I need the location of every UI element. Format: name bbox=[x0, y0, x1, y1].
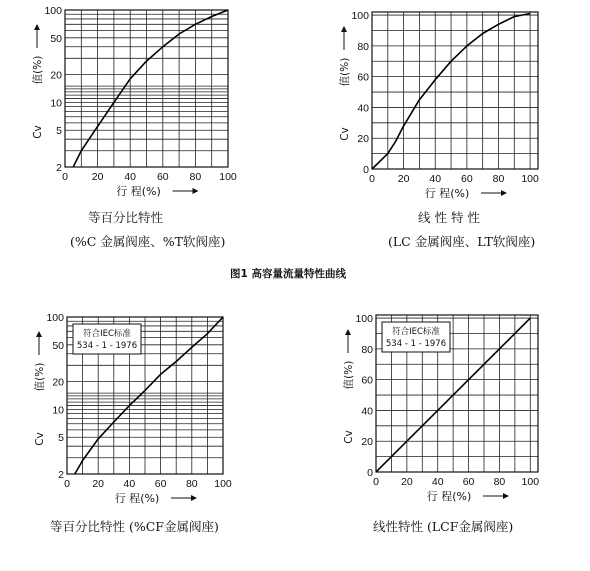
y-tick-label: 20 bbox=[361, 436, 373, 449]
x-tick-label: 40 bbox=[429, 173, 442, 185]
x-axis-label: 行 程(%) bbox=[116, 185, 161, 198]
iec-note-line: 534 - 1 - 1976 bbox=[385, 339, 447, 349]
y-tick-label: 2 bbox=[56, 162, 62, 174]
y-tick-label: 50 bbox=[52, 339, 64, 352]
y-tick-label: 20 bbox=[52, 376, 64, 389]
y-tick-label: 2 bbox=[58, 469, 64, 481]
plot-frame bbox=[372, 12, 538, 169]
y-tick-label: 50 bbox=[50, 32, 62, 45]
x-axis-arrowhead bbox=[501, 190, 507, 196]
y-tick-label: 60 bbox=[361, 374, 373, 387]
y-tick-label: 20 bbox=[50, 69, 62, 82]
iec-note-line: 符合IEC标准 bbox=[392, 327, 440, 337]
y-tick-label: 100 bbox=[46, 312, 64, 324]
y-axis-arrowhead bbox=[341, 26, 347, 32]
x-tick-label: 0 bbox=[369, 173, 375, 185]
x-tick-label: 80 bbox=[493, 476, 506, 488]
figure-title: 图1 高容量流量特性曲线 bbox=[230, 268, 346, 280]
x-axis-arrowhead bbox=[191, 495, 197, 501]
y-tick-label: 10 bbox=[52, 404, 64, 417]
y-tick-label: 10 bbox=[50, 97, 62, 110]
y-axis-label-cv: Cv bbox=[34, 432, 46, 446]
y-axis-label-cv: Cv bbox=[343, 430, 355, 444]
y-tick-label: 80 bbox=[357, 40, 369, 53]
x-tick-label: 80 bbox=[185, 478, 198, 490]
x-tick-label: 40 bbox=[431, 476, 444, 488]
x-tick-label: 0 bbox=[64, 478, 70, 490]
x-tick-label: 100 bbox=[219, 171, 237, 183]
x-tick-label: 80 bbox=[492, 173, 505, 185]
y-tick-label: 100 bbox=[351, 10, 369, 23]
x-tick-label: 60 bbox=[154, 478, 167, 490]
x-axis-label: 行 程(%) bbox=[424, 187, 470, 200]
chart-4 bbox=[342, 313, 539, 503]
y-axis-arrowhead bbox=[345, 329, 351, 335]
x-tick-label: 100 bbox=[214, 478, 232, 490]
flow-characteristic-curve bbox=[73, 10, 228, 167]
y-tick-label: 0 bbox=[367, 467, 373, 479]
x-tick-label: 40 bbox=[123, 478, 136, 490]
chart-1 bbox=[31, 5, 237, 198]
x-tick-label: 20 bbox=[92, 478, 105, 490]
x-axis-arrowhead bbox=[193, 188, 199, 194]
x-tick-label: 80 bbox=[189, 171, 202, 183]
y-axis-label-cv: Cv bbox=[339, 127, 351, 141]
x-tick-label: 100 bbox=[521, 476, 540, 488]
y-tick-label: 100 bbox=[44, 5, 62, 17]
iec-note-line: 534 - 1 - 1976 bbox=[76, 341, 138, 351]
chart-2-caption-line2: (LC 金属阀座、LT软阀座) bbox=[388, 234, 536, 249]
y-tick-label: 60 bbox=[357, 71, 369, 84]
y-tick-label: 40 bbox=[357, 102, 369, 115]
y-tick-label: 80 bbox=[361, 343, 373, 356]
x-tick-label: 20 bbox=[397, 173, 410, 185]
x-axis-arrowhead bbox=[503, 493, 509, 499]
y-tick-label: 40 bbox=[361, 405, 373, 418]
y-tick-label: 100 bbox=[355, 313, 373, 326]
y-axis-label-value: 值(%) bbox=[339, 57, 351, 87]
x-tick-label: 60 bbox=[462, 476, 475, 488]
y-axis-label-cv: Cv bbox=[32, 125, 44, 139]
y-axis-label-value: 值(%) bbox=[343, 360, 355, 390]
y-axis-label-value: 值(%) bbox=[32, 55, 44, 85]
chart-2-caption-line1: 线 性 特 性 bbox=[418, 210, 480, 225]
chart-4-caption: 线性特性 (LCF金属阀座) bbox=[373, 519, 514, 534]
x-tick-label: 100 bbox=[521, 173, 539, 185]
y-tick-label: 5 bbox=[56, 125, 62, 138]
chart-2 bbox=[338, 10, 539, 200]
x-tick-label: 0 bbox=[62, 171, 68, 183]
chart-1-caption-line2: (%C 金属阀座、%T软阀座) bbox=[70, 234, 226, 249]
chart-3-caption: 等百分比特性 (%CF金属阀座) bbox=[50, 519, 219, 534]
x-tick-label: 60 bbox=[461, 173, 473, 185]
x-axis-label: 行 程(%) bbox=[426, 490, 472, 503]
chart-3 bbox=[33, 312, 232, 505]
x-tick-label: 20 bbox=[401, 476, 413, 488]
y-axis-arrowhead bbox=[36, 331, 42, 337]
chart-1-caption-line1: 等百分比特性 bbox=[88, 210, 164, 225]
x-tick-label: 40 bbox=[124, 171, 137, 183]
iec-note-line: 符合IEC标准 bbox=[83, 329, 131, 339]
y-tick-label: 5 bbox=[58, 432, 64, 445]
x-tick-label: 20 bbox=[91, 171, 104, 183]
x-axis-label: 行 程(%) bbox=[114, 492, 160, 505]
y-axis-arrowhead bbox=[34, 24, 40, 30]
y-axis-label-value: 值(%) bbox=[34, 362, 46, 392]
y-tick-label: 0 bbox=[363, 164, 369, 176]
y-tick-label: 20 bbox=[357, 133, 369, 146]
x-tick-label: 0 bbox=[373, 476, 379, 488]
x-tick-label: 60 bbox=[156, 171, 169, 183]
